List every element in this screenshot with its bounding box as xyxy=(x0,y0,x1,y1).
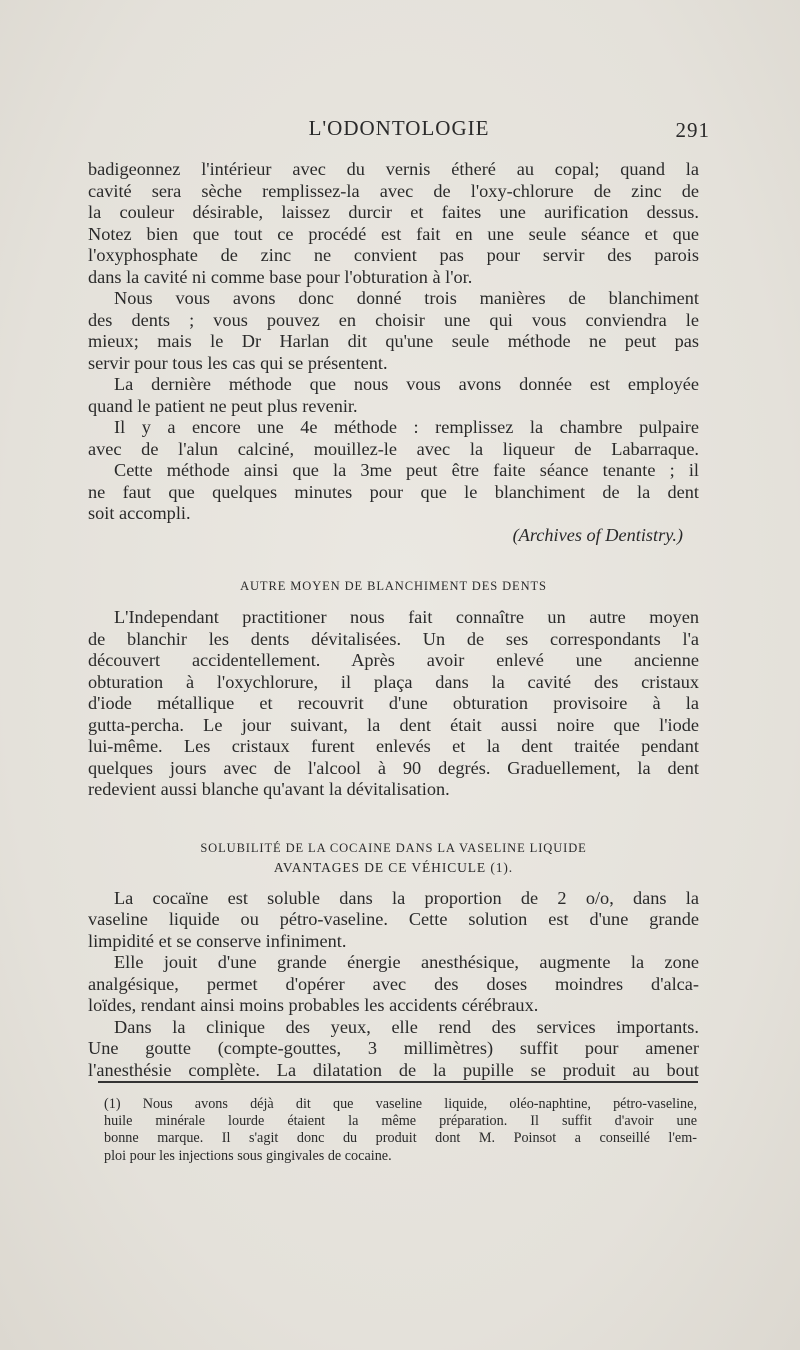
text-line: Elle jouit d'une grande énergie anesthésique, augmente la zone xyxy=(114,952,699,972)
text-line: ne faut que quelques minutes pour que le blanchiment de la dent xyxy=(88,481,699,502)
footnote-line: (1) Nous avons déjà dit que vaseline liquide, oléo-naphtine, pétro-vaseline, xyxy=(104,1096,697,1112)
running-title: L'ODONTOLOGIE xyxy=(308,116,490,140)
text-line: l'oxyphosphate de zinc ne convient pas pour servir des parois xyxy=(88,245,699,265)
text-line: la couleur désirable, laissez durcir et faites une aurification dessus. xyxy=(88,202,699,222)
text-line: loïdes, rendant ainsi moins probables les accidents cérébraux. xyxy=(88,995,539,1015)
text-line: avec de l'alun calciné, mouillez-le avec la liqueur de Labarraque. xyxy=(88,438,699,459)
section-heading: SOLUBILITÉ DE LA COCAINE DANS LA VASELINE LIQUIDE xyxy=(200,840,587,855)
body-text xyxy=(88,159,699,1081)
text-line: Dans la clinique des yeux, elle rend des services importants. xyxy=(114,1016,699,1037)
text-line: quand le patient ne peut plus revenir. xyxy=(88,395,358,416)
text-line: de blanchir les dents dévitalisées. Un de ses correspondants l'a xyxy=(88,628,699,649)
text-line: redevient aussi blanche qu'avant la dévitalisation. xyxy=(88,779,450,799)
text-line: L'Independant practitioner nous fait connaître un autre moyen xyxy=(114,607,699,627)
text-line: soit accompli. xyxy=(88,503,191,523)
section-gap xyxy=(88,596,699,607)
text-line: vaseline liquide ou pétro-vaseline. Cette solution est d'une grande xyxy=(88,909,699,929)
section-heading: AUTRE MOYEN DE BLANCHIMENT DES DENTS xyxy=(240,579,547,593)
footnote xyxy=(104,1096,697,1165)
running-head xyxy=(88,116,710,146)
section-gap xyxy=(88,546,699,576)
page-number: 291 xyxy=(675,118,710,142)
section-heading: AVANTAGES DE CE VÉHICULE (1). xyxy=(273,859,514,875)
text-line: badigeonnez l'intérieur avec du vernis étheré au copal; quand la xyxy=(88,159,699,179)
text-line: servir pour tous les cas qui se présentent. xyxy=(88,352,388,373)
footnote-line: bonne marque. Il s'agit donc du produit dont M. Poinsot a conseillé l'em- xyxy=(104,1130,697,1147)
text-line: l'anesthésie complète. La dilatation de la pupille se produit au bout xyxy=(88,1059,699,1080)
text-line: La cocaïne est soluble dans la proportion de 2 o/o, dans la xyxy=(114,887,699,908)
text-line: lui-même. Les cristaux furent enlevés et la dent traitée pendant xyxy=(88,736,699,756)
text-line: mieux; mais le Dr Harlan dit qu'une seule méthode ne peut pas xyxy=(88,331,699,351)
text-line: limpidité et se conserve infiniment. xyxy=(88,930,347,951)
text-line: dans la cavité ni comme base pour l'obturation à l'or. xyxy=(88,266,473,287)
text-line: Cette méthode ainsi que la 3me peut être faite séance tenante ; il xyxy=(114,460,699,480)
footnote-line: ploi pour les injections sous gingivales de cocaine. xyxy=(104,1147,392,1164)
text-line: gutta-percha. Le jour suivant, la dent était aussi noire que l'iode xyxy=(88,714,699,735)
section-gap xyxy=(88,801,699,838)
text-line: analgésique, permet d'opérer avec des doses moindres d'alca- xyxy=(88,973,699,994)
text-line: quelques jours avec de l'alcool à 90 degrés. Graduellement, la dent xyxy=(88,757,699,778)
text-line: cavité sera sèche remplissez-la avec de l'oxy-chlorure de zinc de xyxy=(88,180,699,201)
text-line: découvert accidentellement. Après avoir enlevé une ancienne xyxy=(88,650,699,670)
text-line: d'iode métallique et recouvrit d'une obturation provisoire à la xyxy=(88,693,699,713)
text-line: Il y a encore une 4e méthode : remplissez la chambre pulpaire xyxy=(114,417,699,437)
text-line: La dernière méthode que nous vous avons donnée est employée xyxy=(114,374,699,394)
citation: (Archives of Dentistry.) xyxy=(512,524,683,545)
text-line: des dents ; vous pouvez en choisir une qui vous conviendra le xyxy=(88,309,699,330)
text-line: Nous vous avons donc donné trois manières de blanchiment xyxy=(114,288,699,308)
text-line: Une goutte (compte-gouttes, 3 millimètres) suffit pour amener xyxy=(88,1038,699,1058)
text-line: Notez bien que tout ce procédé est fait en une seule séance et que xyxy=(88,223,699,244)
text-line: obturation à l'oxychlorure, il plaça dans la cavité des cristaux xyxy=(88,671,699,692)
section-gap xyxy=(88,878,699,888)
footnote-rule xyxy=(98,1081,698,1083)
footnote-line: huile minérale lourde étaient la même préparation. Il suffit d'avoir une xyxy=(104,1113,697,1130)
